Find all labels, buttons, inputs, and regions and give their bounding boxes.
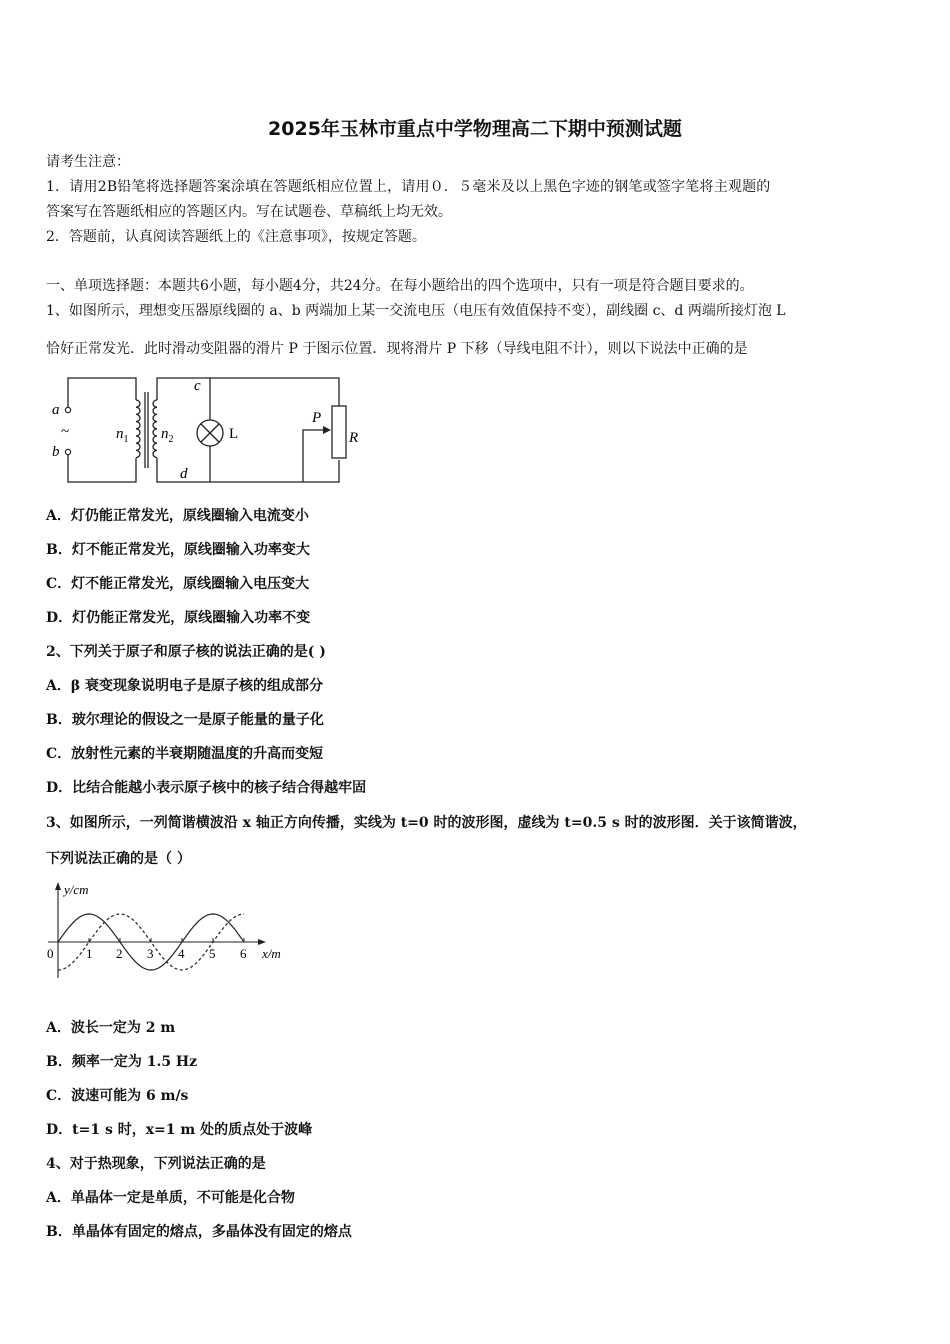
terminal-d-label: d (180, 466, 188, 482)
tick-label-3: 3 (147, 946, 154, 961)
q3-stem-line2: 下列说法正确的是（ ） (46, 851, 191, 867)
q1-transformer-circuit-figure (44, 370, 374, 490)
tick-label-0: 0 (47, 946, 54, 961)
q3-stem-line1: 3、如图所示，一列简谐横波沿 x 轴正方向传播，实线为 t=0 时的波形图，虚线为 t=0.5 s 时的波形图．关于该简谐波， (46, 815, 807, 831)
terminal-c-label: c (194, 378, 201, 394)
q1-stem-line1: 1、如图所示，理想变压器原线圈的 a、b 两端加上某一交流电压（电压有效值保持不变），副线圈 c、d 两端所接灯泡 L (46, 303, 786, 319)
slider-p-label: P (312, 410, 322, 426)
section-1-header: 一、单项选择题：本题共6小题，每小题4分，共24分。在每小题给出的四个选项中，只有一项是符合题目要求的。 (46, 278, 754, 294)
q2-option-a: A．β 衰变现象说明电子是原子核的组成部分 (46, 678, 324, 694)
n1-label: $n_1$ (116, 426, 129, 445)
tick-label-6: 6 (240, 946, 247, 961)
tick-label-2: 2 (116, 946, 123, 961)
resistor-r-label: R (349, 430, 359, 446)
q3-wave-graph-figure (44, 878, 294, 978)
q4-option-a: A．单晶体一定是单质，不可能是化合物 (46, 1190, 295, 1206)
q1-option-b: B．灯不能正常发光，原线圈输入功率变大 (46, 542, 310, 558)
ac-symbol: ~ (61, 424, 70, 440)
terminal-b-label: b (52, 444, 60, 460)
q3-option-b: B．频率一定为 1.5 Hz (46, 1054, 198, 1070)
q1-option-a: A．灯仍能正常发光，原线圈输入电流变小 (46, 508, 309, 524)
q1-option-c: C．灯不能正常发光，原线圈输入电压变大 (46, 576, 310, 592)
n2-label: $n_2$ (161, 426, 174, 445)
q1-option-d: D．灯仍能正常发光，原线圈输入功率不变 (46, 610, 311, 626)
q1-stem-line2: 恰好正常发光．此时滑动变阻器的滑片 P 于图示位置．现将滑片 P 下移（导线电阻不计），则以下说法中正确的是 (46, 341, 748, 357)
tick-label-4: 4 (178, 946, 185, 961)
q4-stem: 4、对于热现象，下列说法正确的是 (46, 1156, 266, 1172)
y-axis-label: y/cm (64, 882, 89, 897)
page-title: 2025年玉林市重点中学物理高二下期中预测试题 (268, 118, 682, 140)
q3-option-c: C．波速可能为 6 m/s (46, 1088, 189, 1104)
x-axis-label: x/m (262, 946, 281, 961)
terminal-a-label: a (52, 402, 60, 418)
q2-option-c: C．放射性元素的半衰期随温度的升高而变短 (46, 746, 324, 762)
q2-option-b: B．玻尔理论的假设之一是原子能量的量子化 (46, 712, 324, 728)
tick-label-1: 1 (86, 946, 93, 961)
q3-option-a: A．波长一定为 2 m (46, 1020, 176, 1036)
lamp-label: L (229, 426, 239, 442)
q2-option-d: D．比结合能越小表示原子核中的核子结合得越牢固 (46, 780, 367, 796)
q2-stem: 2、下列关于原子和原子核的说法正确的是( ) (46, 644, 326, 660)
notice-item-1b: 答案写在答题纸相应的答题区内。写在试题卷、草稿纸上均无效。 (46, 204, 452, 220)
q4-option-b: B．单晶体有固定的熔点，多晶体没有固定的熔点 (46, 1224, 352, 1240)
q3-option-d: D．t=1 s 时，x=1 m 处的质点处于波峰 (46, 1122, 313, 1138)
tick-label-5: 5 (209, 946, 216, 961)
notice-heading: 请考生注意： (46, 154, 130, 170)
notice-item-2: 2．答题前，认真阅读答题纸上的《注意事项》，按规定答题。 (46, 229, 426, 245)
notice-item-1a: 1．请用2B铅笔将选择题答案涂填在答题纸相应位置上，请用０．５毫米及以上黑色字迹的钢笔或签字笔将主观题的 (46, 179, 771, 195)
